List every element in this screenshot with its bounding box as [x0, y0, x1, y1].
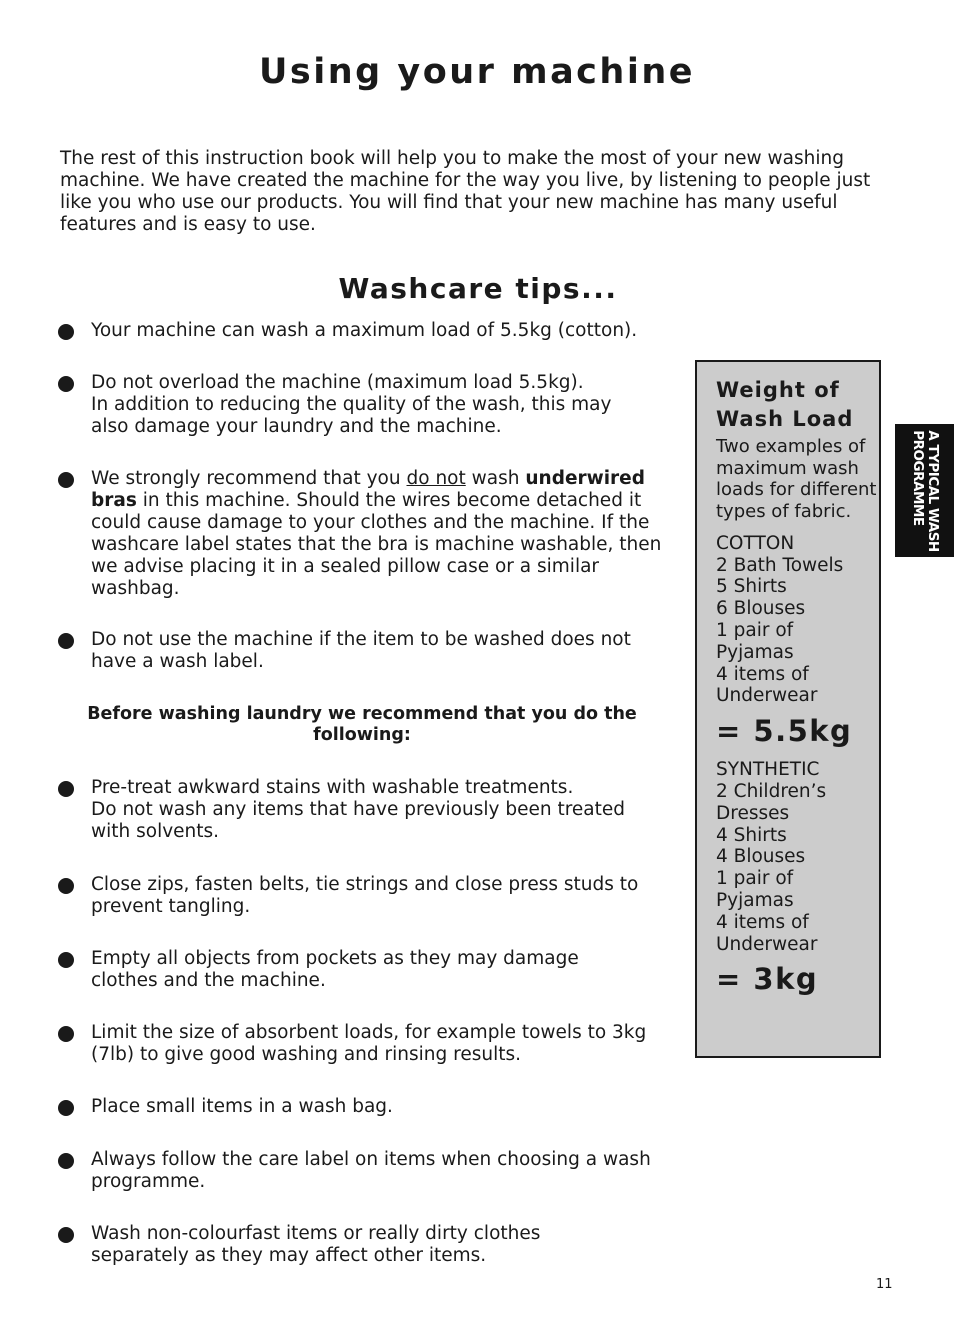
load-item: 6 Blouses: [716, 598, 806, 620]
tip-text: have a wash label.: [91, 651, 264, 672]
page-title: Using your machine: [258, 52, 696, 92]
section-title: Washcare tips...: [338, 272, 618, 305]
bullet-icon: [58, 781, 74, 797]
tip-text: programme.: [91, 1171, 206, 1192]
load-item: 2 Bath Towels: [716, 554, 844, 576]
tip-text: bras in this machine. Should the wires become detached it: [91, 490, 642, 511]
recommendation-heading: [62, 704, 662, 746]
wash-load-box: [695, 360, 881, 1058]
do-not-underline: do not: [406, 468, 466, 489]
load-item: 4 Shirts: [716, 824, 787, 846]
wash-load-title-line: Weight of: [716, 378, 840, 402]
load-item: Pyjamas: [716, 641, 794, 663]
tip-item: [91, 1149, 676, 1193]
load-item: 5 Shirts: [716, 576, 787, 598]
load-item: Dresses: [716, 802, 790, 824]
load-item: 4 items of: [716, 663, 809, 685]
tip-item: [91, 874, 676, 918]
load-item: 4 items of: [716, 911, 809, 933]
tip-text: Do not use the machine if the item to be washed does not: [91, 629, 631, 650]
tip-item: [91, 948, 676, 992]
cotton-heading: COTTON: [716, 532, 795, 554]
bullet-icon: [58, 472, 74, 488]
load-item: Pyjamas: [716, 889, 794, 911]
tip-text: Wash non-colourfast items or really dirty clothes: [91, 1223, 541, 1244]
tip-text: could cause damage to your clothes and the machine. If the: [91, 512, 650, 533]
bullet-icon: [58, 1100, 74, 1116]
tip-text: (7lb) to give good washing and rinsing results.: [91, 1044, 521, 1065]
tip-text: with solvents.: [91, 821, 220, 842]
tip-text: we advise placing it in a sealed pillow case or a similar: [91, 556, 600, 577]
tip-text: washbag.: [91, 578, 180, 599]
load-item: 4 Blouses: [716, 846, 806, 868]
load-item: Underwear: [716, 933, 818, 955]
tip-text: Do not wash any items that have previously been treated: [91, 799, 625, 820]
tip-text: Place small items in a wash bag.: [91, 1096, 393, 1117]
load-item: 1 pair of: [716, 620, 794, 641]
intro-paragraph: The rest of this instruction book will help you to make the most of your new washing machine. We have created the machine for the way you live, by listening to people just like you who use our products. You will find that your new machine has many useful features and is easy to use.: [60, 148, 871, 235]
tip-text: In addition to reducing the quality of the wash, this may: [91, 394, 612, 415]
tip-item: [91, 1223, 676, 1267]
load-item: Underwear: [716, 685, 818, 707]
tip-text: Do not overload the machine (maximum load 5.5kg).: [91, 372, 584, 393]
wash-load-description: Two examples of maximum wash loads for different types of fabric.: [716, 436, 877, 523]
bullet-icon: [58, 1153, 74, 1169]
page-number: 11: [876, 1277, 893, 1292]
wash-load-title: [716, 376, 878, 434]
synthetic-load: [716, 759, 878, 955]
tip-text: Pre-treat awkward stains with washable treatments.: [91, 777, 574, 798]
cotton-total: = 5.5kg: [716, 714, 853, 749]
synthetic-heading: SYNTHETIC: [716, 759, 820, 781]
bullet-icon: [58, 878, 74, 894]
bullet-icon: [58, 324, 74, 340]
tip-text: Always follow the care label on items when choosing a wash: [91, 1149, 651, 1170]
tip-item: [91, 629, 676, 673]
tip-text: prevent tangling.: [91, 896, 251, 917]
tip-text: Close zips, fasten belts, tie strings and close press studs to: [91, 874, 639, 895]
tip-item: [91, 777, 676, 843]
wash-load-title-line: Wash Load: [716, 407, 854, 431]
bullet-icon: [58, 952, 74, 968]
bullet-icon: [58, 1227, 74, 1243]
load-item: 2 Children’s: [716, 780, 827, 802]
side-tab-line: A TYPICAL WASH: [924, 429, 941, 552]
side-tab-label: [910, 430, 940, 551]
tip-text: Limit the size of absorbent loads, for example towels to 3kg: [91, 1022, 647, 1043]
tip-text: clothes and the machine.: [91, 970, 326, 991]
tip-text: also damage your laundry and the machine.: [91, 416, 502, 437]
tip-text: Your machine can wash a maximum load of 5.5kg (cotton).: [91, 320, 638, 341]
tip-item: [91, 1096, 676, 1118]
tip-text: Empty all objects from pockets as they may damage: [91, 948, 579, 969]
section-side-tab: [895, 424, 954, 557]
synthetic-total: = 3kg: [716, 962, 819, 997]
tip-item: [91, 468, 676, 600]
tip-item: [91, 372, 676, 438]
tip-text: We strongly recommend that you do not wash underwired: [91, 468, 645, 489]
tip-item: [91, 1022, 676, 1066]
tip-text: washcare label states that the bra is machine washable, then: [91, 534, 662, 555]
recommendation-line: following:: [313, 725, 411, 745]
cotton-load: [716, 533, 878, 707]
underwired-bold: underwired: [525, 468, 645, 489]
bullet-icon: [58, 633, 74, 649]
tip-item: [91, 320, 676, 342]
tip-text: separately as they may affect other items.: [91, 1245, 487, 1266]
bullet-icon: [58, 1026, 74, 1042]
load-item: 1 pair of: [716, 868, 794, 890]
bras-bold: bras: [91, 490, 137, 511]
side-tab-line: PROGRAMME: [909, 429, 926, 526]
bullet-icon: [58, 376, 74, 392]
recommendation-line: Before washing laundry we recommend that you do the: [87, 704, 637, 724]
